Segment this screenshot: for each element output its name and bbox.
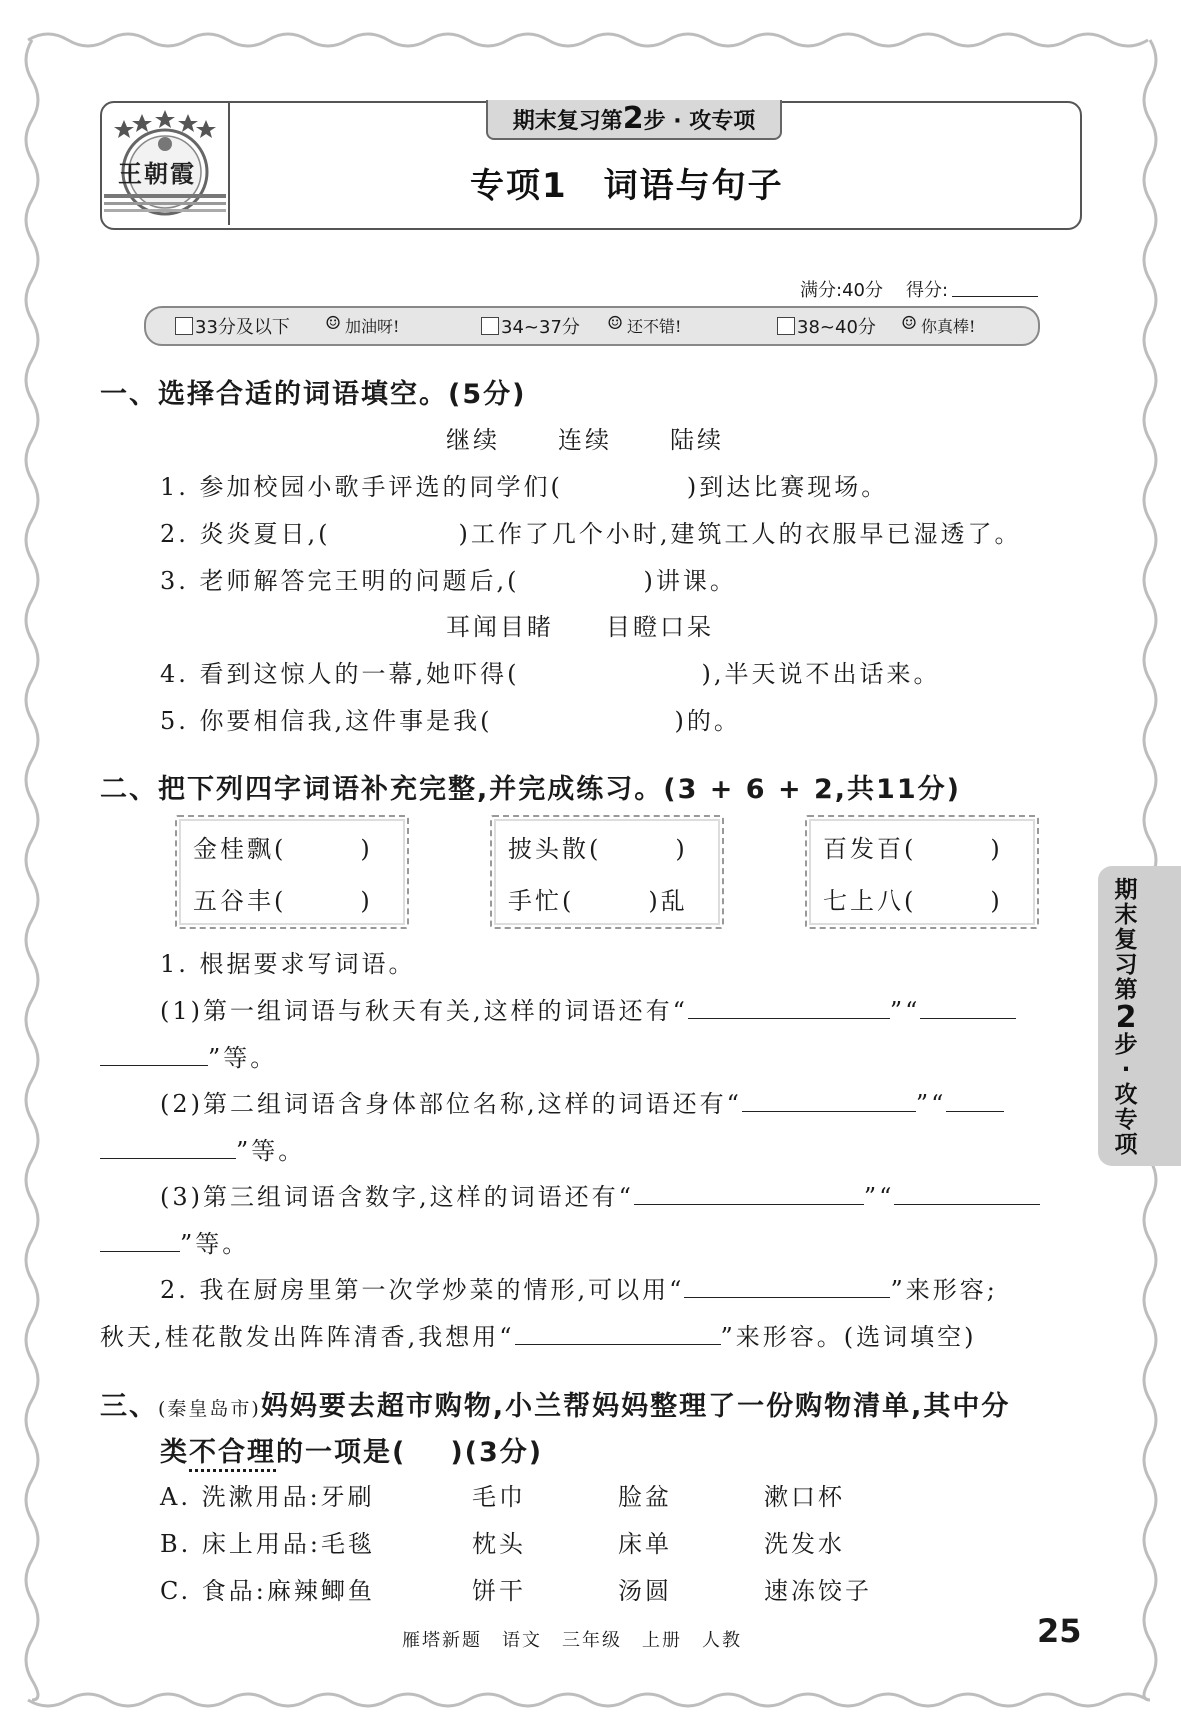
- side-tab-char: 复: [1114, 927, 1138, 953]
- side-tab-char: 项: [1114, 1132, 1138, 1158]
- smiley-icon: ☺: [607, 313, 624, 334]
- idiom-group-2: 披头散( ) 手忙( )乱: [490, 815, 724, 929]
- side-tab-char: 末: [1114, 902, 1138, 928]
- side-tab-char: 专: [1114, 1107, 1138, 1133]
- word-bank-a: [446, 420, 724, 455]
- tier-note: 你真棒!: [921, 317, 976, 336]
- answer-blank[interactable]: [946, 1089, 1004, 1112]
- footer-text: 雁塔新题 语文 三年级 上册 人教: [402, 1630, 742, 1651]
- answer-blank[interactable]: [742, 1089, 916, 1112]
- answer-blank[interactable]: [920, 996, 1016, 1019]
- s1-question-5: 5. 你要相信我,这件事是我( )的。: [160, 707, 741, 735]
- banner-step-number: 2: [622, 101, 644, 136]
- option-item: 漱口杯: [764, 1483, 845, 1511]
- word-option: 耳闻目睹: [446, 613, 554, 641]
- banner-prefix: 期末复习第: [512, 109, 623, 134]
- answer-blank[interactable]: [894, 1182, 1040, 1205]
- score-label: 得分:: [906, 280, 949, 301]
- section3-title: 三、(秦皇岛市)妈妈要去超市购物,小兰帮妈妈整理了一份购物清单,其中分: [100, 1391, 1011, 1422]
- tier-note: 还不错!: [627, 317, 682, 336]
- s1-question-3: 3. 老师解答完王明的问题后,( )讲课。: [160, 567, 737, 595]
- page-number: 25: [1037, 1612, 1082, 1650]
- idiom-group-1: 金桂飘( ) 五谷丰( ): [175, 815, 409, 929]
- logo-text: 王朝霞: [118, 159, 196, 188]
- side-tab-char: 期: [1114, 877, 1138, 903]
- smiley-icon: ☺: [901, 313, 918, 334]
- option-item: 枕头: [472, 1530, 526, 1558]
- s2-question-1a: (1)第一组词语与秋天有关,这样的词语还有“ ”“: [160, 991, 1016, 1026]
- word-option: 陆续: [670, 426, 724, 454]
- answer-blank[interactable]: [100, 1136, 236, 1159]
- side-tab-char: 步: [1114, 1032, 1138, 1058]
- option-item: 饼干: [472, 1577, 526, 1605]
- s1-question-1: 1. 参加校园小歌手评选的同学们( )到达比赛现场。: [160, 473, 889, 501]
- header-divider: [228, 103, 230, 225]
- header-banner: [486, 100, 782, 140]
- answer-blank[interactable]: [100, 1043, 208, 1066]
- answer-blank[interactable]: [100, 1229, 180, 1252]
- smiley-icon: ☺: [325, 313, 342, 334]
- option-item: 速冻饺子: [764, 1577, 872, 1605]
- word-option: 继续: [446, 426, 500, 454]
- s2-question-1: 1. 根据要求写词语。: [160, 950, 416, 978]
- side-tab-char: 习: [1114, 952, 1138, 978]
- s2-question-1c: (3)第三组词语含数字,这样的词语还有“ ”“: [160, 1177, 1040, 1212]
- option-label: C. 食品:麻辣鲫鱼: [160, 1577, 375, 1605]
- tier-checkbox[interactable]: [175, 317, 193, 335]
- s1-question-4: 4. 看到这惊人的一幕,她吓得( ),半天说不出话来。: [160, 660, 941, 688]
- logo: [104, 106, 226, 222]
- idiom-group-3: 百发百( ) 七上八( ): [805, 815, 1039, 929]
- answer-blank[interactable]: [684, 1275, 890, 1298]
- side-tab-char: 第: [1114, 977, 1138, 1003]
- tier-checkbox[interactable]: [481, 317, 499, 335]
- s2-question-1b-cont: ”等。: [100, 1131, 305, 1166]
- s2-question-1a-cont: ”等。: [100, 1038, 277, 1073]
- option-label: B. 床上用品:毛毯: [160, 1530, 375, 1558]
- tier-note: 加油呀!: [345, 317, 400, 336]
- tier-checkbox[interactable]: [777, 317, 795, 335]
- s2-question-1b: (2)第二组词语含身体部位名称,这样的词语还有“ ”“: [160, 1084, 1004, 1119]
- word-bank-b: [446, 607, 714, 642]
- answer-blank[interactable]: [634, 1182, 864, 1205]
- tier-range: 34~37分: [501, 317, 580, 338]
- tier-range: 38~40分: [797, 317, 876, 338]
- side-tab-char: ·: [1121, 1057, 1131, 1083]
- option-item: 脸盆: [618, 1483, 672, 1511]
- emphasis-dotted: 不合理: [189, 1437, 276, 1468]
- option-item: 毛巾: [472, 1483, 526, 1511]
- score-blank[interactable]: [952, 296, 1038, 297]
- tier-range: 33分及以下: [195, 317, 290, 338]
- section1-title: 一、选择合适的词语填空。(5分): [100, 379, 527, 410]
- side-tab-char: 2: [1115, 1000, 1137, 1035]
- section2-title: 二、把下列四字词语补充完整,并完成练习。(3 + 6 + 2,共11分): [100, 774, 961, 805]
- side-tab: [1098, 866, 1181, 1166]
- region-tag: (秦皇岛市): [158, 1398, 261, 1420]
- s1-question-2: 2. 炎炎夏日,( )工作了几个小时,建筑工人的衣服早已湿透了。: [160, 520, 1022, 548]
- option-item: 汤圆: [618, 1577, 672, 1605]
- s2-question-2: 2. 我在厨房里第一次学炒菜的情形,可以用“ ”来形容;: [160, 1276, 998, 1304]
- answer-blank[interactable]: [515, 1322, 721, 1345]
- banner-suffix: 步 · 攻专项: [643, 109, 756, 134]
- word-option: 目瞪口呆: [606, 613, 714, 641]
- s2-question-2-cont: 秋天,桂花散发出阵阵清香,我想用“ ”来形容。(选词填空): [100, 1323, 977, 1351]
- full-score: 满分:40分: [800, 280, 883, 301]
- option-label: A. 洗漱用品:牙刷: [160, 1483, 375, 1511]
- option-item: 洗发水: [764, 1530, 845, 1558]
- option-item: 床单: [618, 1530, 672, 1558]
- emphasis-text: [189, 1437, 276, 1468]
- s2-question-1c-cont: ”等。: [100, 1224, 249, 1259]
- word-option: 连续: [558, 426, 612, 454]
- answer-blank[interactable]: [688, 996, 890, 1019]
- section3-title-cont: 类不合理的一项是( )(3分): [160, 1437, 544, 1468]
- page-title: 专项1 词语与句子: [470, 166, 784, 206]
- side-tab-char: 攻: [1114, 1082, 1138, 1108]
